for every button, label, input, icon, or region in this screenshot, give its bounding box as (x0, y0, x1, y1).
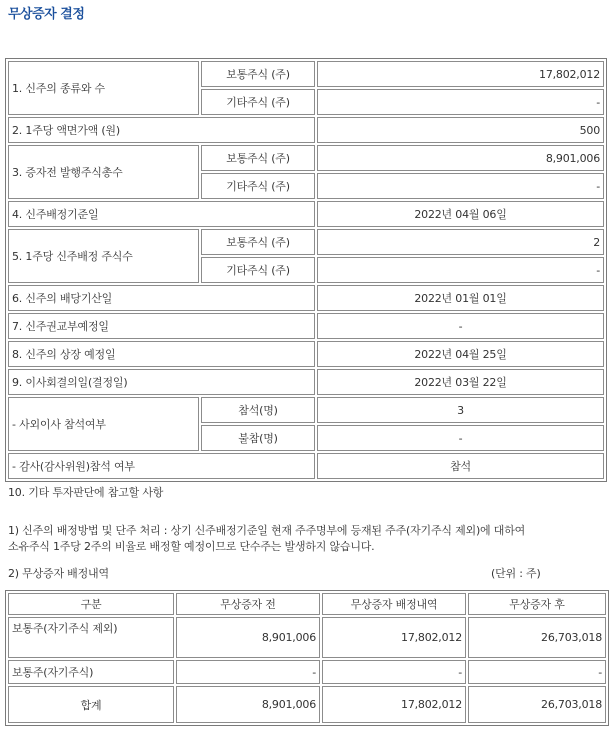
note-text: 1) 신주의 배정방법 및 단주 처리 : 상기 신주배정기준일 현재 주주명부에 등재된 주주(자기주식 제외)에 대하여 (8, 524, 526, 537)
table-row (8, 369, 604, 395)
row-sublabel: 기타주식 (주) (201, 173, 315, 199)
row-value: 2 (317, 229, 604, 255)
row-value: - (317, 425, 604, 451)
row-value: - (317, 173, 604, 199)
row-value: 2022년 03월 22일 (317, 369, 604, 395)
table-row (8, 229, 604, 255)
row-label: 1. 신주의 종류와 수 (8, 61, 199, 115)
unit-label: (단위 : 주) (491, 567, 541, 580)
page-title: 무상증자 결정 (8, 7, 85, 22)
row-label: 9. 이사회결의일(결정일) (8, 369, 315, 395)
table-row (8, 117, 604, 143)
table-cell: - (176, 660, 320, 684)
table-row (8, 313, 604, 339)
table-row (8, 201, 604, 227)
subsection-heading: 2) 무상증자 배정내역 (8, 567, 109, 580)
row-sublabel: 참석(명) (201, 397, 315, 423)
row-sublabel: 보통주식 (주) (201, 61, 315, 87)
row-value: - (317, 257, 604, 283)
row-label: 보통주(자기주식) (8, 660, 174, 684)
row-sublabel: 보통주식 (주) (201, 145, 315, 171)
row-sublabel: 기타주식 (주) (201, 257, 315, 283)
table-cell: 26,703,018 (468, 617, 606, 658)
table-cell: - (322, 660, 466, 684)
column-header: 구분 (8, 593, 174, 615)
row-value: 500 (317, 117, 604, 143)
row-label: 8. 신주의 상장 예정일 (8, 341, 315, 367)
table-row (8, 397, 604, 423)
column-header: 무상증자 전 (176, 593, 320, 615)
distribution-table (5, 590, 609, 726)
disclosure-table (5, 58, 607, 482)
row-label: 보통주(자기주식 제외) (8, 617, 174, 658)
row-label: 4. 신주배정기준일 (8, 201, 315, 227)
table-row (8, 61, 604, 87)
row-value: 참석 (317, 453, 604, 479)
table-cell: - (468, 660, 606, 684)
row-label: 2. 1주당 액면가액 (원) (8, 117, 315, 143)
table-row (8, 341, 604, 367)
row-sublabel: 기타주식 (주) (201, 89, 315, 115)
table-row (8, 617, 606, 658)
row-value: 17,802,012 (317, 61, 604, 87)
table-row (8, 660, 606, 684)
row-value: - (317, 89, 604, 115)
row-label: 5. 1주당 신주배정 주식수 (8, 229, 199, 283)
row-label: 6. 신주의 배당기산일 (8, 285, 315, 311)
row-label: 합계 (8, 686, 174, 723)
table-cell: 26,703,018 (468, 686, 606, 723)
column-header: 무상증자 배정내역 (322, 593, 466, 615)
row-value: 2022년 01월 01일 (317, 285, 604, 311)
table-cell: 17,802,012 (322, 617, 466, 658)
table-row (8, 145, 604, 171)
table-row (8, 686, 606, 723)
table-cell: 8,901,006 (176, 686, 320, 723)
row-sublabel: 보통주식 (주) (201, 229, 315, 255)
table-row (8, 285, 604, 311)
row-value: - (317, 313, 604, 339)
table-row (8, 453, 604, 479)
row-label: 7. 신주권교부예정일 (8, 313, 315, 339)
row-value: 3 (317, 397, 604, 423)
table-header-row (8, 593, 606, 615)
column-header: 무상증자 후 (468, 593, 606, 615)
table-cell: 17,802,012 (322, 686, 466, 723)
row-value: 2022년 04월 25일 (317, 341, 604, 367)
row-sublabel: 불참(명) (201, 425, 315, 451)
table-cell: 8,901,006 (176, 617, 320, 658)
row-label: 3. 증자전 발행주식총수 (8, 145, 199, 199)
row-label: - 사외이사 참석여부 (8, 397, 199, 451)
row-label: - 감사(감사위원)참석 여부 (8, 453, 315, 479)
row-value: 2022년 04월 06일 (317, 201, 604, 227)
row-value: 8,901,006 (317, 145, 604, 171)
note-text: 소유주식 1주당 2주의 비율로 배정할 예정이므로 단수주는 발생하지 않습니다. (8, 540, 375, 553)
section-heading: 10. 기타 투자판단에 참고할 사항 (8, 486, 164, 499)
